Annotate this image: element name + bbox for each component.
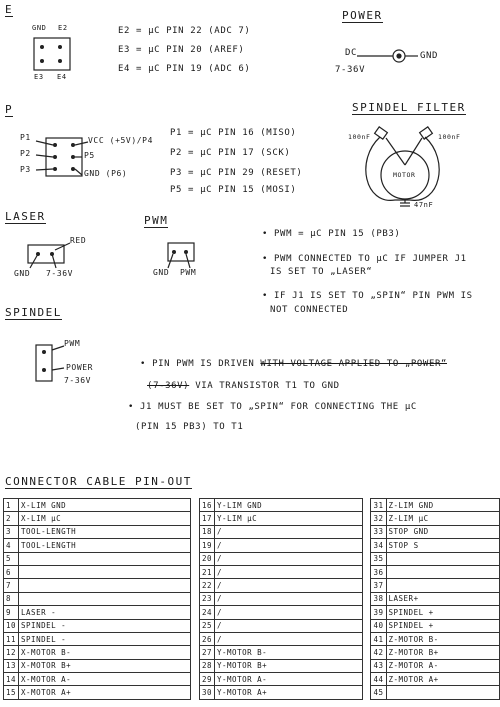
pin-number: 27 — [199, 646, 214, 659]
pin-signal: / — [215, 632, 363, 645]
table-row — [4, 686, 500, 699]
pin-number: 20 — [199, 552, 214, 565]
column-gap — [191, 659, 200, 672]
pin-signal: LASER+ — [386, 592, 500, 605]
pin-number: 9 — [4, 606, 19, 619]
pin-number: 31 — [371, 499, 386, 512]
pin-signal: LASER - — [19, 606, 191, 619]
pin-number: 18 — [199, 525, 214, 538]
column-gap — [191, 592, 200, 605]
column-gap — [191, 686, 200, 699]
p-right-gnd: GND (P6) — [84, 169, 128, 178]
pin-number: 38 — [371, 592, 386, 605]
column-gap — [362, 659, 371, 672]
pin-signal: Y-LIM GND — [215, 499, 363, 512]
pin-number: 40 — [371, 619, 386, 632]
pin-signal: Z-MOTOR B- — [386, 632, 500, 645]
pin-number: 8 — [4, 592, 19, 605]
laser-volt: 7-36V — [46, 269, 74, 278]
column-gap — [362, 673, 371, 686]
e-connector-box — [34, 38, 70, 70]
spindel-b1-text-2: VIA TRANSISTOR T1 TO GND — [189, 381, 340, 391]
pin-number: 4 — [4, 539, 19, 552]
column-gap — [362, 565, 371, 578]
filter-cap-2: 100nF — [438, 133, 461, 141]
pwm-title: PWM — [144, 214, 169, 227]
note-3a: • IF J1 IS SET TO „SPIN“ PIN PWM IS — [262, 291, 473, 301]
table-row — [4, 619, 500, 632]
pin-signal: / — [215, 552, 363, 565]
pin-signal: SPINDEL + — [386, 619, 500, 632]
table-row — [4, 673, 500, 686]
pin-number: 28 — [199, 659, 214, 672]
table-row — [4, 525, 500, 538]
pin-number: 17 — [199, 512, 214, 525]
column-gap — [362, 499, 371, 512]
filter-cap-3: 47nF — [414, 201, 434, 209]
column-gap — [362, 539, 371, 552]
note-2a: • PWM CONNECTED TO μC IF JUMPER J1 — [262, 254, 467, 264]
pin-signal: SPINDEL + — [386, 606, 500, 619]
spindel-b1-text: • PIN PWM IS DRIVEN — [140, 359, 261, 369]
column-gap — [191, 632, 200, 645]
note-3b: NOT CONNECTED — [270, 305, 349, 315]
pin-signal: TOOL-LENGTH — [19, 525, 191, 538]
pin-signal — [386, 686, 500, 699]
column-gap — [362, 592, 371, 605]
pin-signal: Z-MOTOR A- — [386, 659, 500, 672]
pin-number: 41 — [371, 632, 386, 645]
column-gap — [362, 632, 371, 645]
pwm-pwm: PWM — [180, 268, 197, 277]
pin-number: 5 — [4, 552, 19, 565]
pin-number: 1 — [4, 499, 19, 512]
pin-signal: STOP GND — [386, 525, 500, 538]
table-row — [4, 659, 500, 672]
pin-number: 33 — [371, 525, 386, 538]
laser-gnd: GND — [14, 269, 31, 278]
table-row — [4, 646, 500, 659]
spindel-filter-title: SPINDEL FILTER — [352, 101, 466, 114]
pin-number: 44 — [371, 673, 386, 686]
pin-signal: X-MOTOR A- — [19, 673, 191, 686]
pin-signal: X-LIM μC — [19, 512, 191, 525]
p-line-1: P1 = μC PIN 16 (MISO) — [170, 128, 297, 138]
spindel-bullet-2-cont: (PIN 15 PB3) TO T1 — [135, 422, 244, 432]
p-section-title: P — [5, 103, 14, 116]
table-row — [4, 499, 500, 512]
e-line-1: E2 = μC PIN 22 (ADC 7) — [118, 26, 251, 36]
pin-signal: Z-MOTOR A+ — [386, 673, 500, 686]
e-line-3: E4 = μC PIN 19 (ADC 6) — [118, 64, 251, 74]
pinout-table — [3, 498, 500, 700]
p-left-p3: P3 — [20, 165, 31, 174]
column-gap — [191, 646, 200, 659]
column-gap — [191, 512, 200, 525]
pin-signal: Z-LIM μC — [386, 512, 500, 525]
e-line-2: E3 = μC PIN 20 (AREF) — [118, 45, 245, 55]
pin-signal: Y-MOTOR B- — [215, 646, 363, 659]
pin-number: 36 — [371, 565, 386, 578]
p-left-p1: P1 — [20, 133, 31, 142]
pin-signal: / — [215, 579, 363, 592]
pin-signal: X-MOTOR A+ — [19, 686, 191, 699]
table-row — [4, 512, 500, 525]
column-gap — [191, 579, 200, 592]
column-gap — [362, 686, 371, 699]
table-row — [4, 565, 500, 578]
column-gap — [191, 606, 200, 619]
pin-number: 42 — [371, 646, 386, 659]
pin-signal: / — [215, 565, 363, 578]
pin-number: 43 — [371, 659, 386, 672]
column-gap — [362, 619, 371, 632]
table-row — [4, 606, 500, 619]
column-gap — [362, 525, 371, 538]
column-gap — [191, 565, 200, 578]
column-gap — [362, 512, 371, 525]
pin-number: 45 — [371, 686, 386, 699]
pin-signal: Y-MOTOR B+ — [215, 659, 363, 672]
filter-motor: MOTOR — [393, 171, 416, 179]
spindel-volt: 7-36V — [64, 376, 92, 385]
connector-title: CONNECTOR CABLE PIN-OUT — [5, 475, 192, 488]
pin-number: 16 — [199, 499, 214, 512]
pin-number: 35 — [371, 552, 386, 565]
pin-signal — [19, 592, 191, 605]
column-gap — [362, 646, 371, 659]
pin-number: 10 — [4, 619, 19, 632]
p-right-p5: P5 — [84, 151, 95, 160]
pin-number: 34 — [371, 539, 386, 552]
e-pin-e2: E2 — [58, 24, 68, 32]
pin-number: 3 — [4, 525, 19, 538]
pin-number: 29 — [199, 673, 214, 686]
spindel-bullet-2: • J1 MUST BE SET TO „SPIN“ FOR CONNECTING THE μC — [128, 402, 417, 412]
pin-signal — [386, 579, 500, 592]
p-left-p2: P2 — [20, 149, 31, 158]
spindel-b1-struck: WITH VOLTAGE APPLIED TO „POWER“ — [260, 359, 447, 369]
pin-number: 22 — [199, 579, 214, 592]
column-gap — [362, 606, 371, 619]
pin-number: 37 — [371, 579, 386, 592]
p-line-2: P2 = μC PIN 17 (SCK) — [170, 148, 291, 158]
p-line-4: P5 = μC PIN 15 (MOSI) — [170, 185, 297, 195]
pin-signal: X-MOTOR B- — [19, 646, 191, 659]
spindel-pwm: PWM — [64, 339, 81, 348]
p-right-vcc: VCC (+5V)/P4 — [88, 136, 153, 145]
pin-number: 15 — [4, 686, 19, 699]
pin-number: 30 — [199, 686, 214, 699]
pin-number: 32 — [371, 512, 386, 525]
spindel-title: SPINDEL — [5, 306, 62, 319]
pin-number: 6 — [4, 565, 19, 578]
laser-title: LASER — [5, 210, 46, 223]
pin-signal — [386, 552, 500, 565]
pin-number: 13 — [4, 659, 19, 672]
spindel-b1-struck-2: (7-36V) — [147, 381, 190, 391]
pin-signal — [19, 579, 191, 592]
pin-number: 14 — [4, 673, 19, 686]
column-gap — [191, 619, 200, 632]
filter-cap-1: 100nF — [348, 133, 371, 141]
spindel-bullet-1-cont — [135, 373, 340, 391]
pin-number: 23 — [199, 592, 214, 605]
pin-signal — [19, 552, 191, 565]
spindel-power: POWER — [66, 363, 94, 372]
pin-number: 39 — [371, 606, 386, 619]
column-gap — [191, 499, 200, 512]
pin-signal: STOP S — [386, 539, 500, 552]
table-row — [4, 632, 500, 645]
pwm-gnd: GND — [153, 268, 170, 277]
pin-signal — [386, 565, 500, 578]
e-pin-e3: E3 — [34, 73, 44, 81]
table-row — [4, 579, 500, 592]
pin-signal: / — [215, 539, 363, 552]
pin-signal: Y-MOTOR A+ — [215, 686, 363, 699]
note-2b: IS SET TO „LASER“ — [270, 267, 373, 277]
pin-signal: SPINDEL - — [19, 632, 191, 645]
e-pin-gnd: GND — [32, 24, 47, 32]
spindel-bullet-1 — [128, 351, 447, 369]
table-row — [4, 592, 500, 605]
column-gap — [191, 525, 200, 538]
pin-number: 7 — [4, 579, 19, 592]
column-gap — [362, 579, 371, 592]
e-pin-e4: E4 — [57, 73, 67, 81]
pin-number: 12 — [4, 646, 19, 659]
pin-signal: Y-LIM μC — [215, 512, 363, 525]
laser-red: RED — [70, 236, 87, 245]
note-1: • PWM = μC PIN 15 (PB3) — [262, 229, 401, 239]
pin-signal — [19, 565, 191, 578]
pin-signal: / — [215, 606, 363, 619]
pin-signal: / — [215, 525, 363, 538]
column-gap — [191, 673, 200, 686]
pin-number: 21 — [199, 565, 214, 578]
pin-signal: X-LIM GND — [19, 499, 191, 512]
pin-signal: / — [215, 619, 363, 632]
pin-signal: Z-LIM GND — [386, 499, 500, 512]
pin-number: 25 — [199, 619, 214, 632]
column-gap — [191, 552, 200, 565]
pin-signal: SPINDEL - — [19, 619, 191, 632]
power-volt: 7-36V — [335, 65, 366, 75]
e-section-title: E — [5, 3, 14, 16]
pin-signal: Y-MOTOR A- — [215, 673, 363, 686]
pin-number: 19 — [199, 539, 214, 552]
p-line-3: P3 = μC PIN 29 (RESET) — [170, 168, 303, 178]
pin-number: 11 — [4, 632, 19, 645]
pin-signal: Z-MOTOR B+ — [386, 646, 500, 659]
table-row — [4, 539, 500, 552]
power-dc: DC — [345, 48, 358, 58]
pin-number: 24 — [199, 606, 214, 619]
column-gap — [191, 539, 200, 552]
pin-signal: X-MOTOR B+ — [19, 659, 191, 672]
pin-number: 26 — [199, 632, 214, 645]
table-row — [4, 552, 500, 565]
power-gnd: GND — [420, 51, 439, 61]
pin-signal: / — [215, 592, 363, 605]
column-gap — [362, 552, 371, 565]
pin-signal: TOOL-LENGTH — [19, 539, 191, 552]
pin-number: 2 — [4, 512, 19, 525]
power-title: POWER — [342, 9, 383, 22]
